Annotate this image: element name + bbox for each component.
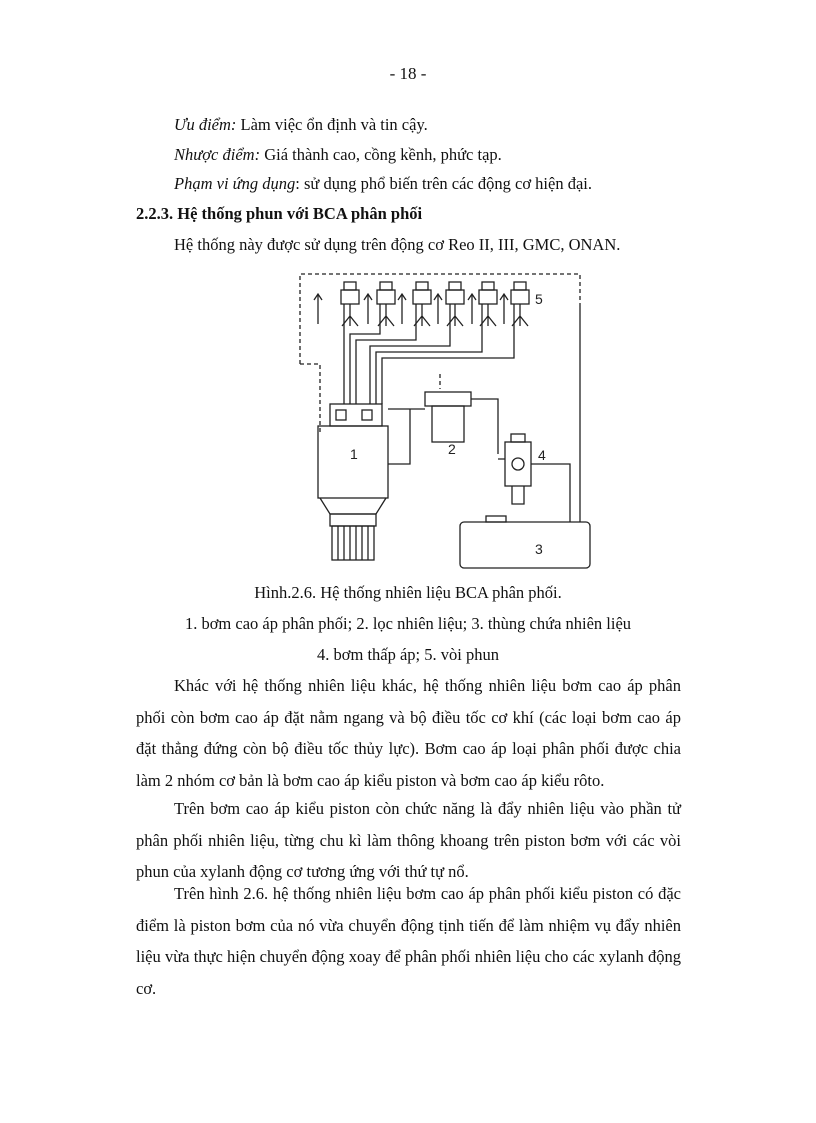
flow-arrow	[364, 294, 372, 324]
paragraph-2: Trên bơm cao áp kiểu piston còn chức năng là đẩy nhiên liệu vào phần tử phân phối nhiên liệu, từng chu kì làm thông khoang trên piston bơm với các vòi phun của xylanh động cơ tương ứng với thứ tự nổ.	[136, 799, 681, 881]
label-3: 3	[535, 541, 543, 557]
section-heading: 2.2.3. Hệ thống phun với BCA phân phối	[136, 204, 423, 223]
intro-text: Hệ thống này được sử dụng trên động cơ Reo II, III, GMC, ONAN.	[174, 235, 621, 254]
return-line	[300, 274, 580, 364]
paragraph-1: Khác với hệ thống nhiên liệu khác, hệ thống nhiên liệu bơm cao áp phân phối còn bơm cao áp đặt nằm ngang và bộ điều tốc cơ khí (các loại bơm cao áp đặt thẳng đứng còn bộ điều tốc thủy lực). Bơm cao áp loại phân phối được chia làm 2 nhóm cơ bản là bơm cao áp kiểu piston và bơm cao áp kiểu rôto.	[136, 676, 681, 790]
flow-arrow	[398, 294, 406, 324]
pros-line	[174, 115, 428, 135]
figure-legend-line2: 4. bơm thấp áp; 5. vòi phun	[317, 645, 499, 664]
fuel-tank	[460, 516, 590, 568]
paragraph-3: Trên hình 2.6. hệ thống nhiên liệu bơm cao áp phân phối kiểu piston có đặc điểm là piston bơm của nó vừa chuyển động tịnh tiến để làm nhiệm vụ đẩy nhiên liệu vừa thực hiện chuyển động xoay để phân phối nhiên liệu cho các xylanh động cơ.	[136, 884, 681, 998]
scope-line	[174, 174, 592, 194]
label-2: 2	[448, 441, 456, 457]
feed-pump	[498, 304, 580, 522]
label-1: 1	[350, 446, 358, 462]
label-5: 5	[535, 291, 543, 307]
flow-arrow	[468, 294, 476, 324]
figure-legend-line1: 1. bơm cao áp phân phối; 2. lọc nhiên liệu; 3. thùng chứa nhiên liệu	[184, 614, 632, 633]
label-4: 4	[538, 447, 546, 463]
flow-arrow	[434, 294, 442, 324]
cons-text: Giá thành cao, cồng kềnh, phức tạp.	[264, 145, 502, 164]
cons-line	[174, 145, 502, 165]
fuel-filter	[388, 392, 498, 464]
scope-label: Phạm vi ứng dụng	[174, 174, 296, 193]
pros-text: Làm việc ổn định và tin cậy.	[240, 115, 428, 134]
injectors	[341, 282, 529, 326]
figure-caption: Hình.2.6. Hệ thống nhiên liệu BCA phân phối.	[254, 583, 562, 602]
distributor-pump	[318, 404, 388, 560]
pros-label: Ưu điểm:	[174, 115, 237, 134]
cons-label: Nhược điểm:	[174, 145, 261, 164]
flow-arrow	[314, 294, 322, 324]
scope-text: : sử dụng phổ biến trên các động cơ hiện đại.	[295, 174, 592, 193]
return-line-2	[300, 364, 320, 434]
flow-arrow	[500, 294, 508, 324]
page-number: - 18 -	[389, 64, 427, 83]
fuel-system-diagram	[280, 264, 600, 574]
